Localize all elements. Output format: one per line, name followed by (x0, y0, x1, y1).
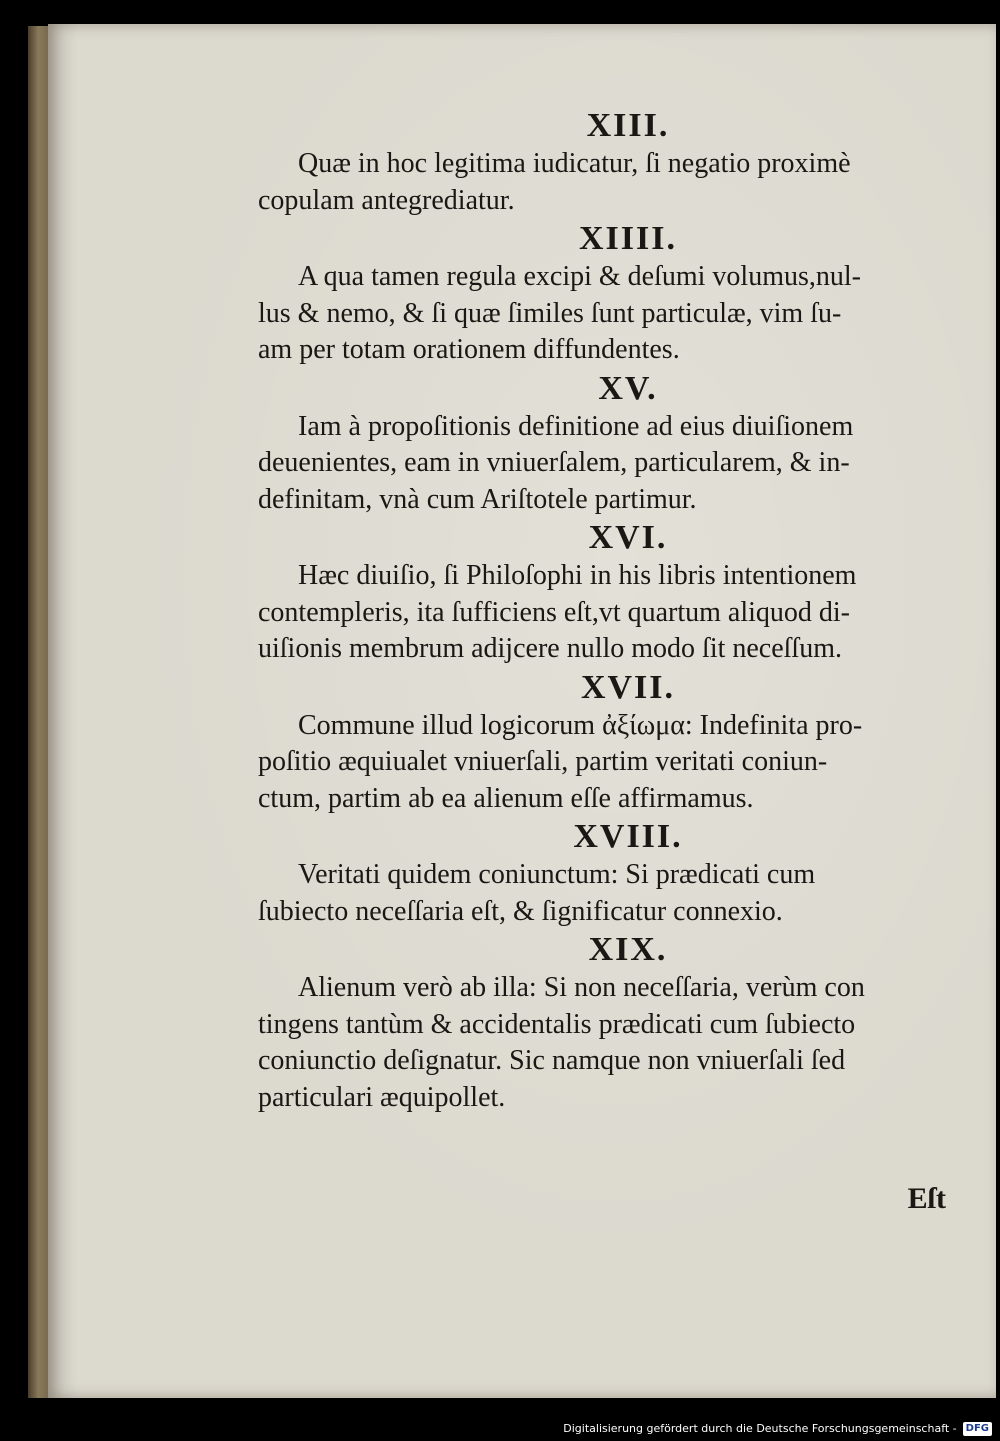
section-paragraph (258, 259, 958, 369)
section-heading: XIX. (588, 931, 668, 968)
text-line: deuenientes, eam in vniuerſalem, particularem, & in- (258, 447, 850, 478)
section-paragraph (258, 857, 958, 930)
section-paragraph (258, 409, 958, 519)
text-line: copulam antegrediatur. (258, 184, 515, 216)
text-line: Iam à propoſitionis definitione ad eius diuiſionem (298, 410, 854, 442)
text-line: ctum, partim ab ea alienum eſſe affirmamus. (258, 782, 754, 814)
digitization-footer (563, 1421, 992, 1437)
section-paragraph (258, 970, 958, 1116)
book-page (48, 24, 996, 1398)
text-line: Alienum verò ab illa: Si non neceſſaria, verùm con (298, 972, 865, 1003)
text-block (258, 106, 958, 1116)
text-line: Veritati quidem coniunctum: Si prædicati cum (298, 859, 816, 890)
text-line: coniunctio deſignatur. Sic namque non vniuerſali ſed (258, 1045, 846, 1076)
text-line: Hæc diuiſio, ſi Philoſophi in his libris intentionem (298, 560, 857, 591)
dfg-logo-icon: DFG (963, 1422, 992, 1436)
text-line: A qua tamen regula excipi & deſumi volumus,nul- (298, 261, 861, 292)
section-heading: XIII. (586, 107, 670, 144)
text-line: Commune illud logicorum ἀξίωμα: Indefinita pro- (298, 709, 863, 741)
footer-text: Digitalisierung gefördert durch die Deutsche Forschungsgemeinschaft - (563, 1422, 957, 1435)
section-paragraph (258, 708, 958, 818)
text-line: poſitio æquiualet vniuerſali, partim veritati coniun- (258, 746, 828, 777)
section-heading: XVIII. (573, 818, 683, 855)
section-heading: XVI. (588, 519, 668, 556)
text-line: Quæ in hoc legitima iudicatur, ſi negatio proximè (298, 148, 851, 179)
section-heading: XVII. (580, 668, 676, 706)
text-line: contempleris, ita ſufficiens eſt,vt quartum aliquod di- (258, 596, 851, 628)
text-line: am per totam orationem diffundentes. (258, 334, 680, 365)
section-paragraph (258, 146, 958, 219)
section-heading: XIIII. (579, 220, 677, 257)
text-line: tingens tantùm & accidentalis prædicati cum ſubiecto (258, 1008, 856, 1040)
section-heading: XV. (598, 369, 658, 407)
catchword: Eſt (907, 1182, 946, 1215)
text-line: definitam, vnà cum Ariſtotele partimur. (258, 483, 697, 515)
text-line: ſubiecto neceſſaria eſt, & ſignificatur connexio. (258, 895, 783, 927)
text-line: lus & nemo, & ſi quæ ſimiles ſunt particulæ, vim ſu- (258, 297, 842, 329)
section-paragraph (258, 558, 958, 668)
text-line: uiſionis membrum adijcere nullo modo ſit neceſſum. (258, 633, 842, 664)
text-line: particulari æquipollet. (258, 1081, 506, 1113)
